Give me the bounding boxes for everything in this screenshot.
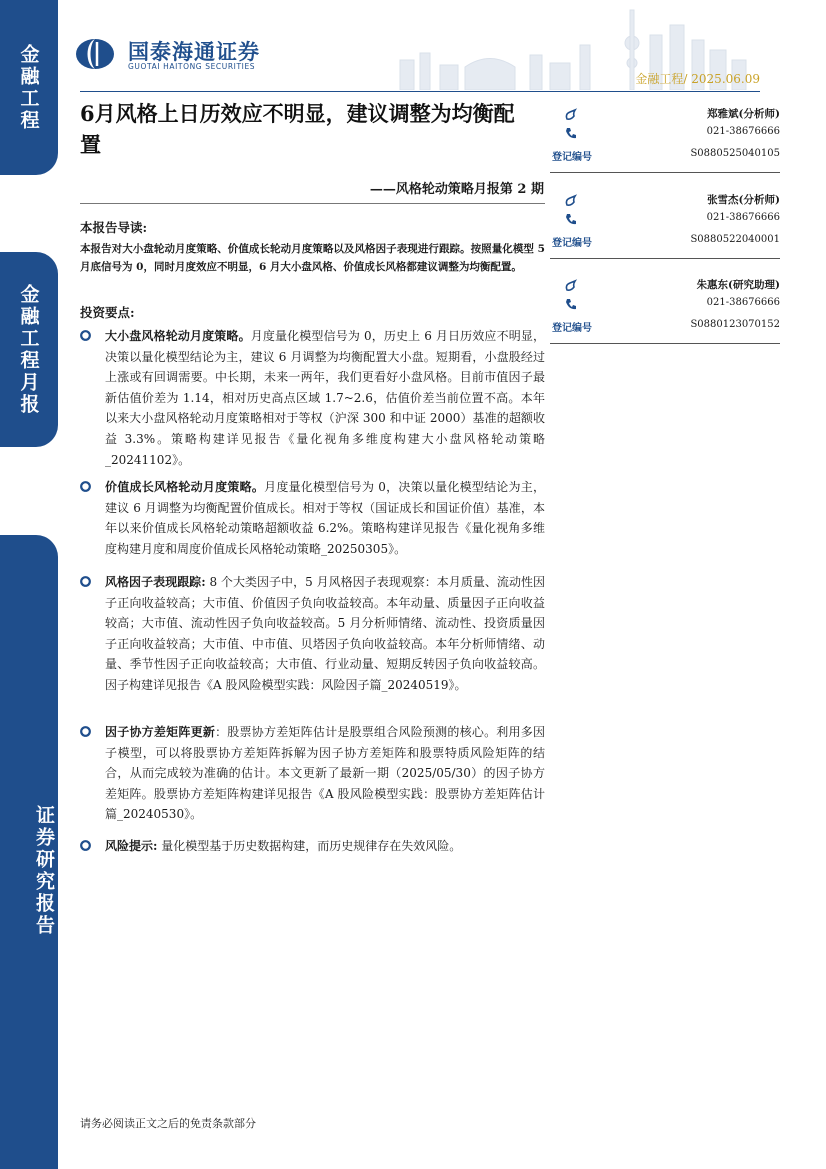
- bullet-item: [80, 722, 545, 825]
- bullet-item: [80, 836, 545, 857]
- analyst-divider: [550, 343, 780, 344]
- company-name-en: GUOTAI HAITONG SECURITIES: [128, 62, 256, 71]
- bullet-dot-icon: [80, 726, 91, 737]
- guide-heading: 本报告导读:: [80, 220, 148, 235]
- header-divider: [80, 91, 760, 92]
- analyst-phone: 021-38676666: [706, 212, 780, 223]
- bullet-item: [80, 326, 545, 470]
- report-title: 6月风格上日历效应不明显，建议调整为均衡配置: [80, 101, 515, 157]
- bullet-dot-icon: [80, 840, 91, 851]
- bullet-dot-icon: [80, 481, 91, 492]
- sidebar-tab-monthly-report: 金融工程月报: [0, 252, 58, 447]
- registration-label: 登记编号: [552, 323, 592, 334]
- registration-number: S0880525040105: [690, 148, 780, 159]
- bullet-body: 月度量化模型信号为 0，决策以量化模型结论为主，建议 6 月调整为均衡配置价值成长。相对于等权（国证成长和国证价值）基准，本年以来价值成长风格轮动策略超额收益 6.2%。策略构建详见报告《量化视角多维度构建月度和周度价值成长风格轮动策略_20250305》。: [105, 480, 545, 556]
- phone-icon: [564, 297, 578, 311]
- email-icon: [564, 108, 578, 122]
- bullet-lead: 风格因子表现跟踪:: [105, 575, 206, 589]
- analyst-phone: 021-38676666: [706, 126, 780, 137]
- bullet-lead: 大小盘风格轮动月度策略。: [105, 329, 251, 343]
- points-heading: 投资要点:: [80, 305, 135, 320]
- analyst-name: 郑雅斌(分析师): [707, 108, 780, 120]
- analyst-phone: 021-38676666: [706, 297, 780, 308]
- analyst-divider: [550, 172, 780, 173]
- bullet-dot-icon: [80, 576, 91, 587]
- bullet-body: 8 个大类因子中，5 月风格因子表现观察：本月质量、流动性因子正向收益较高；大市值、价值因子负向收益较高。本年动量、质量因子正向收益较高；大市值、流动性因子负向收益较高。5 月分析师情绪、流动性、投资质量因子正向收益较高；大市值、中市值、贝塔因子负向收益较高。本年分析师情绪、动量、季节性因子正向收益较高；大市值、行业动量、短期反转因子负向收益较高。因子构建详见报告《A 股风险模型实践：风险因子篇_20240519》。: [105, 575, 545, 692]
- guide-text: 本报告对大小盘轮动月度策略、价值成长轮动月度策略以及风格因子表现进行跟踪。按照量化模型 5 月底信号为 0，同时月度效应不明显，6 月大小盘风格、价值成长风格都建议调整为均衡配置。: [80, 243, 545, 273]
- bullet-lead: 因子协方差矩阵更新: [105, 725, 216, 739]
- email-icon: [564, 194, 578, 208]
- category-date: 金融工程/ 2025.06.09: [635, 72, 760, 86]
- registration-number: S0880522040001: [690, 234, 780, 245]
- phone-icon: [564, 126, 578, 140]
- bullet-item: [80, 572, 545, 696]
- registration-label: 登记编号: [552, 238, 592, 249]
- analyst-name: 张雪杰(分析师): [707, 194, 780, 206]
- bullet-lead: 价值成长风格轮动月度策略。: [105, 480, 265, 494]
- company-name-cn: 国泰海通证券: [128, 40, 260, 64]
- email-icon: [564, 279, 578, 293]
- title-divider: [80, 203, 545, 204]
- bullet-body: 月度量化模型信号为 0，历史上 6 月日历效应不明显，决策以量化模型结论为主，建议 6 月调整为均衡配置大小盘。短期看，小盘股经过上涨或有回调需要。中长期，未来一两年，我们更看好小盘风格。目前市值因子最新估值价差为 1.14，相对历史高点区域 1.7~2.6，估值价差当前位置不高。本年以来大小盘风格轮动月度策略相对于等权（沪深 300 和中证 2000）基准的超额收益 3.3%。策略构建详见报告《量化视角多维度构建大小盘风格轮动策略_20241102》。: [105, 329, 545, 467]
- registration-label: 登记编号: [552, 152, 592, 163]
- bullet-dot-icon: [80, 330, 91, 341]
- sidebar-tab-research-report: 证券研究报告: [0, 535, 58, 1169]
- footer-disclaimer: 请务必阅读正文之后的免责条款部分: [80, 1117, 256, 1130]
- bullet-body: 量化模型基于历史数据构建，而历史规律存在失效风险。: [157, 839, 462, 853]
- analyst-divider: [550, 258, 780, 259]
- bullet-body: ：股票协方差矩阵估计是股票组合风险预测的核心。利用多因子模型，可以将股票协方差矩阵拆解为因子协方差矩阵和股票特质风险矩阵的结合，从而完成较为准确的估计。本文更新了最新一期（2025/05/30）的因子协方差矩阵。股票协方差矩阵构建详见报告《A 股风险模型实践：股票协方差矩阵估计篇_20240530》。: [105, 725, 545, 822]
- bullet-item: [80, 477, 545, 559]
- registration-number: S0880123070152: [690, 319, 780, 330]
- analyst-name: 朱惠东(研究助理): [696, 279, 780, 291]
- company-logo-icon: [75, 37, 115, 71]
- report-subtitle: ——风格轮动策略月报第 2 期: [369, 182, 544, 197]
- phone-icon: [564, 212, 578, 226]
- bullet-lead: 风险提示:: [105, 839, 158, 853]
- sidebar-tab-fin-eng: 金融工程: [0, 0, 58, 175]
